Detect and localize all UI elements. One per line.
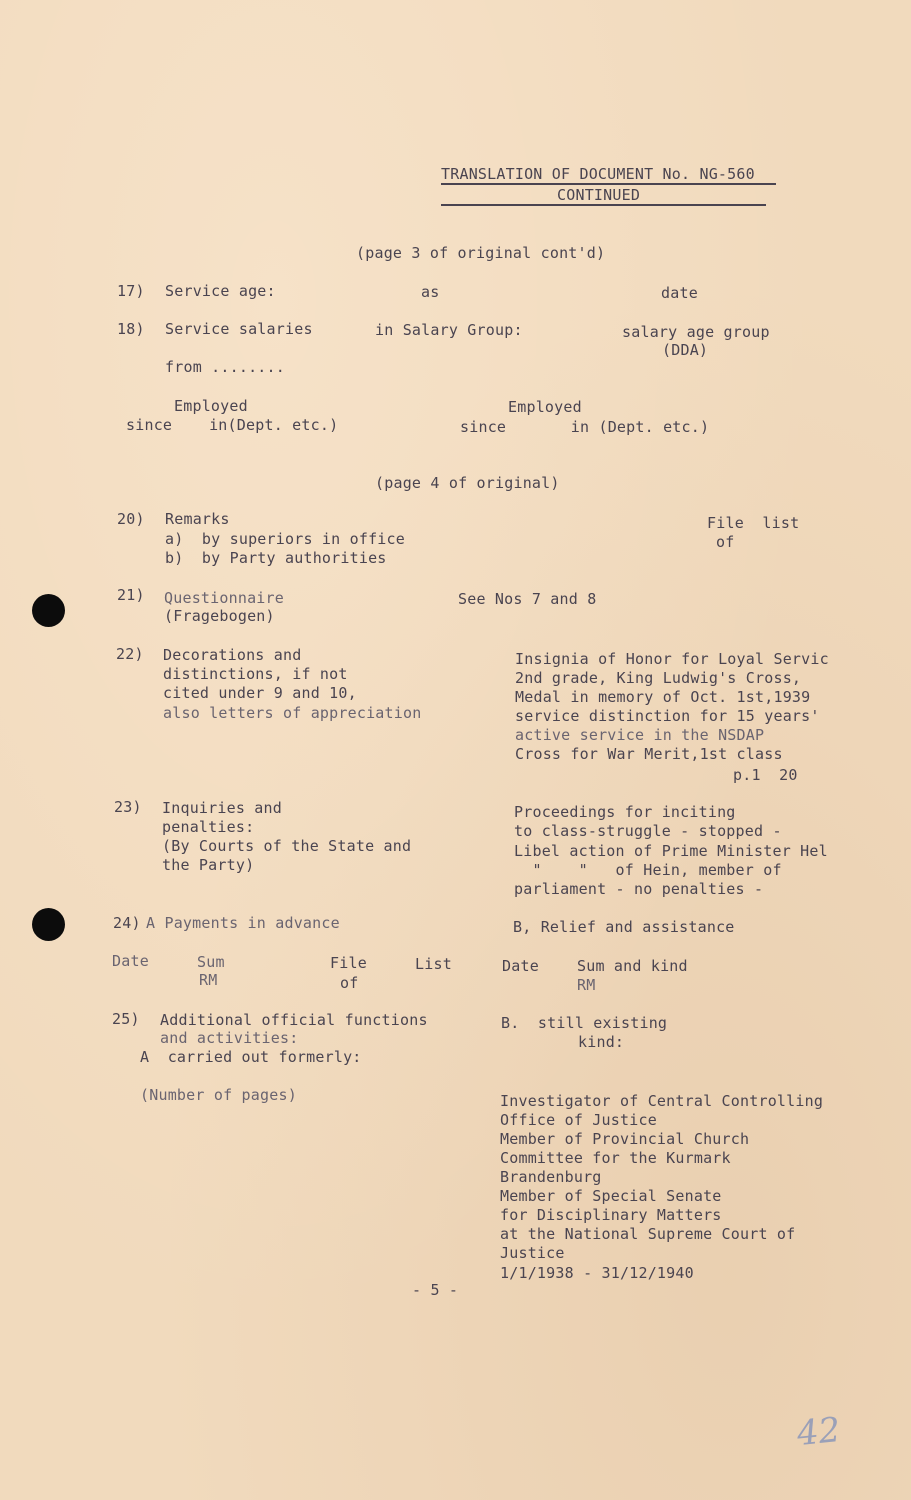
item-25-right-8: at the National Supreme Court of [500,1225,796,1243]
item-23-right-3: Libel action of Prime Minister Hel [514,842,828,860]
item-22-left-1: Decorations and [163,646,302,664]
employed-left-1: Employed [174,397,248,415]
item-25-number: 25) [112,1010,140,1028]
item-20-right2: of [716,533,735,551]
item-24-col-sum: Sum [197,953,225,971]
item-22-left-2: distinctions, if not [163,665,348,683]
title-underline [441,183,776,185]
item-25-right-4: Committee for the Kurmark [500,1149,731,1167]
item-25-left-2: and activities: [160,1029,299,1047]
employed-left-2: since in(Dept. etc.) [126,416,339,434]
item-22-left-4: also letters of appreciation [163,704,422,722]
item-23-right-1: Proceedings for inciting [514,803,736,821]
item-17-col3: date [661,284,698,302]
item-21-number: 21) [117,586,145,604]
item-25-right-1: Investigator of Central Controlling [500,1092,824,1110]
item-24-col-file: File [330,954,367,972]
item-18-col2: in Salary Group: [375,321,523,339]
item-25-left-1: Additional official functions [160,1011,428,1029]
subtitle-underline [441,204,766,206]
item-21-right: See Nos 7 and 8 [458,590,597,608]
item-20-line2: a) by superiors in office [165,530,405,548]
document-title: TRANSLATION OF DOCUMENT No. NG-560 [441,165,755,183]
item-25-a-label: A carried out formerly: [140,1048,362,1066]
item-18-col3a: salary age group [622,323,770,341]
item-25-right-10: 1/1/1938 - 31/12/1940 [500,1264,694,1282]
item-20-number: 20) [117,510,145,528]
item-24-col-date: Date [112,952,149,970]
item-22-left-3: cited under 9 and 10, [163,684,357,702]
item-18-number: 18) [117,320,145,338]
item-22-right-6: Cross for War Merit,1st class [515,745,783,763]
item-23-right-5: parliament - no penalties - [514,880,764,898]
item-23-left-4: the Party) [162,856,255,874]
item-22-right-4: service distinction for 15 years' [515,707,820,725]
item-24-col-of: of [340,974,359,992]
item-18-from: from ........ [165,358,285,376]
item-17-number: 17) [117,282,145,300]
page-marker-3: (page 3 of original cont'd) [356,244,606,262]
item-17-label: Service age: [165,282,276,300]
employed-right-2: since in (Dept. etc.) [460,418,710,436]
item-25-right-2: Office of Justice [500,1111,657,1129]
item-22-right-3: Medal in memory of Oct. 1st,1939 [515,688,811,706]
item-23-right-2: to class-struggle - stopped - [514,822,782,840]
item-25-pages: (Number of pages) [140,1086,297,1104]
item-17-col2: as [421,283,440,301]
item-22-right-5: active service in the NSDAP [515,726,765,744]
item-25-right-6: Member of Special Senate [500,1187,722,1205]
item-25-right-9: Justice [500,1244,565,1262]
item-24-a-label: A Payments in advance [146,914,340,932]
item-23-left-1: Inquiries and [162,799,282,817]
punch-hole-bottom [32,908,65,941]
item-22-reference: p.1 20 [733,766,798,784]
item-20-line1: Remarks [165,510,230,528]
item-25-right-3: Member of Provincial Church [500,1130,750,1148]
item-25-right-5: Brandenburg [500,1168,602,1186]
item-18-label: Service salaries [165,320,313,338]
item-23-right-4: " " of Hein, member of [514,861,782,879]
item-24-col-rm: RM [199,971,218,989]
item-22-right-2: 2nd grade, King Ludwig's Cross, [515,669,802,687]
item-22-number: 22) [116,645,144,663]
handwritten-page-mark: 42 [795,1409,843,1455]
document-subtitle: CONTINUED [557,186,641,204]
item-25-right-7: for Disciplinary Matters [500,1206,722,1224]
item-22-right-1: Insignia of Honor for Loyal Servic [515,650,829,668]
item-24-number: 24) [113,914,141,932]
item-24-right-rm: RM [577,976,596,994]
item-24-right-sum: Sum and kind [577,957,688,975]
item-21-line2: (Fragebogen) [164,607,275,625]
item-18-col3b: (DDA) [662,341,709,359]
item-24-col-list: List [415,955,452,973]
item-20-right1: File list [707,514,800,532]
item-24-b-label: B, Relief and assistance [513,918,735,936]
page-number: - 5 - [412,1281,459,1299]
item-25-b-label-2: kind: [578,1033,625,1051]
item-24-right-date: Date [502,957,539,975]
page-marker-4: (page 4 of original) [375,474,560,492]
punch-hole-top [32,594,65,627]
item-23-number: 23) [114,798,142,816]
item-25-b-label-1: B. still existing [501,1014,668,1032]
item-20-line3: b) by Party authorities [165,549,387,567]
item-21-line1: Questionnaire [164,589,284,607]
item-23-left-2: penalties: [162,818,255,836]
employed-right-1: Employed [508,398,582,416]
item-23-left-3: (By Courts of the State and [162,837,412,855]
